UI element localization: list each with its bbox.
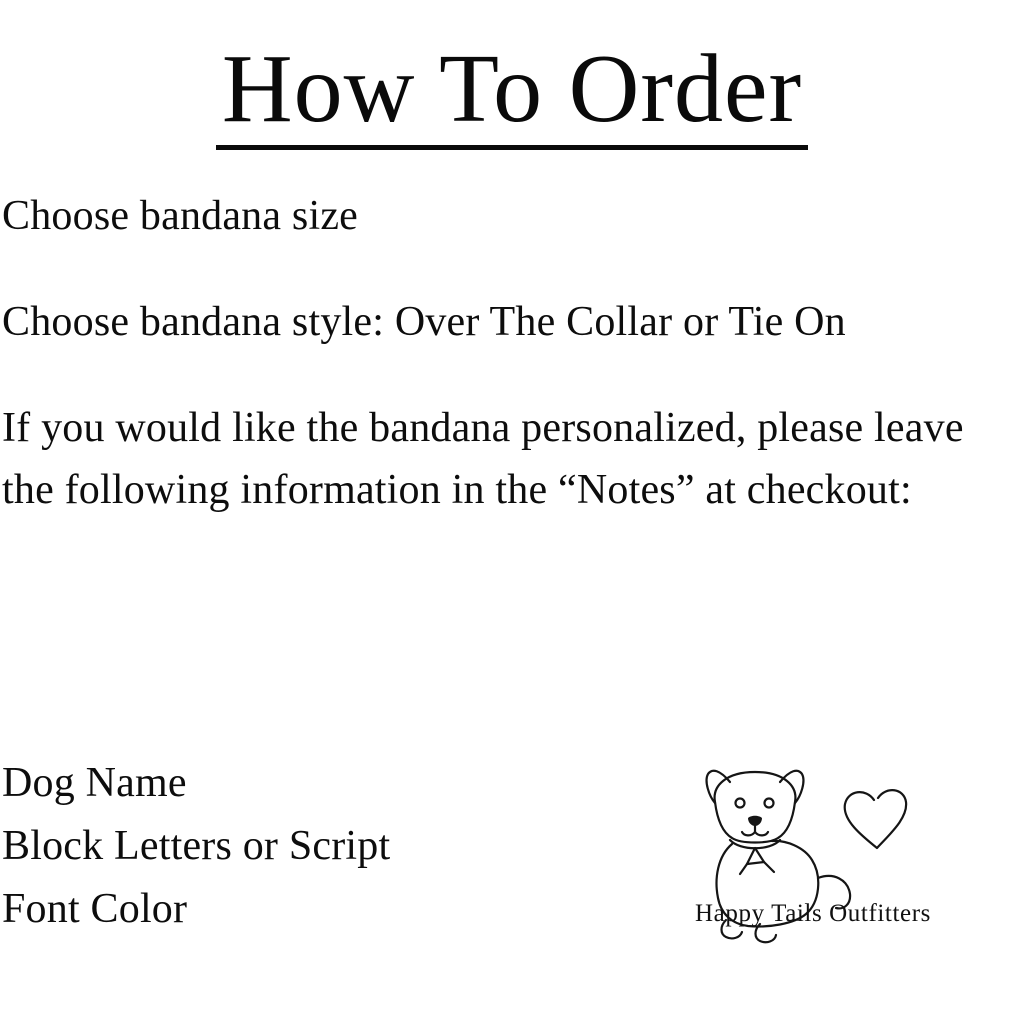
instruction-step-3: If you would like the bandana personalized, please leave the following information in the “Notes” at checkout: — [2, 405, 964, 514]
brand-name: Happy Tails Outfitters — [695, 900, 931, 927]
personalization-info-list — [2, 752, 622, 941]
list-item: Block Letters or Script — [2, 823, 391, 869]
page-title — [0, 35, 1024, 150]
instructions-block — [0, 185, 985, 522]
list-item: Dog Name — [2, 760, 187, 806]
instruction-step-2: Choose bandana style: Over The Collar or Tie On — [2, 299, 846, 346]
page-title-text: How To Order — [216, 38, 808, 150]
instruction-step-1: Choose bandana size — [2, 193, 359, 239]
list-item: Font Color — [2, 886, 188, 932]
